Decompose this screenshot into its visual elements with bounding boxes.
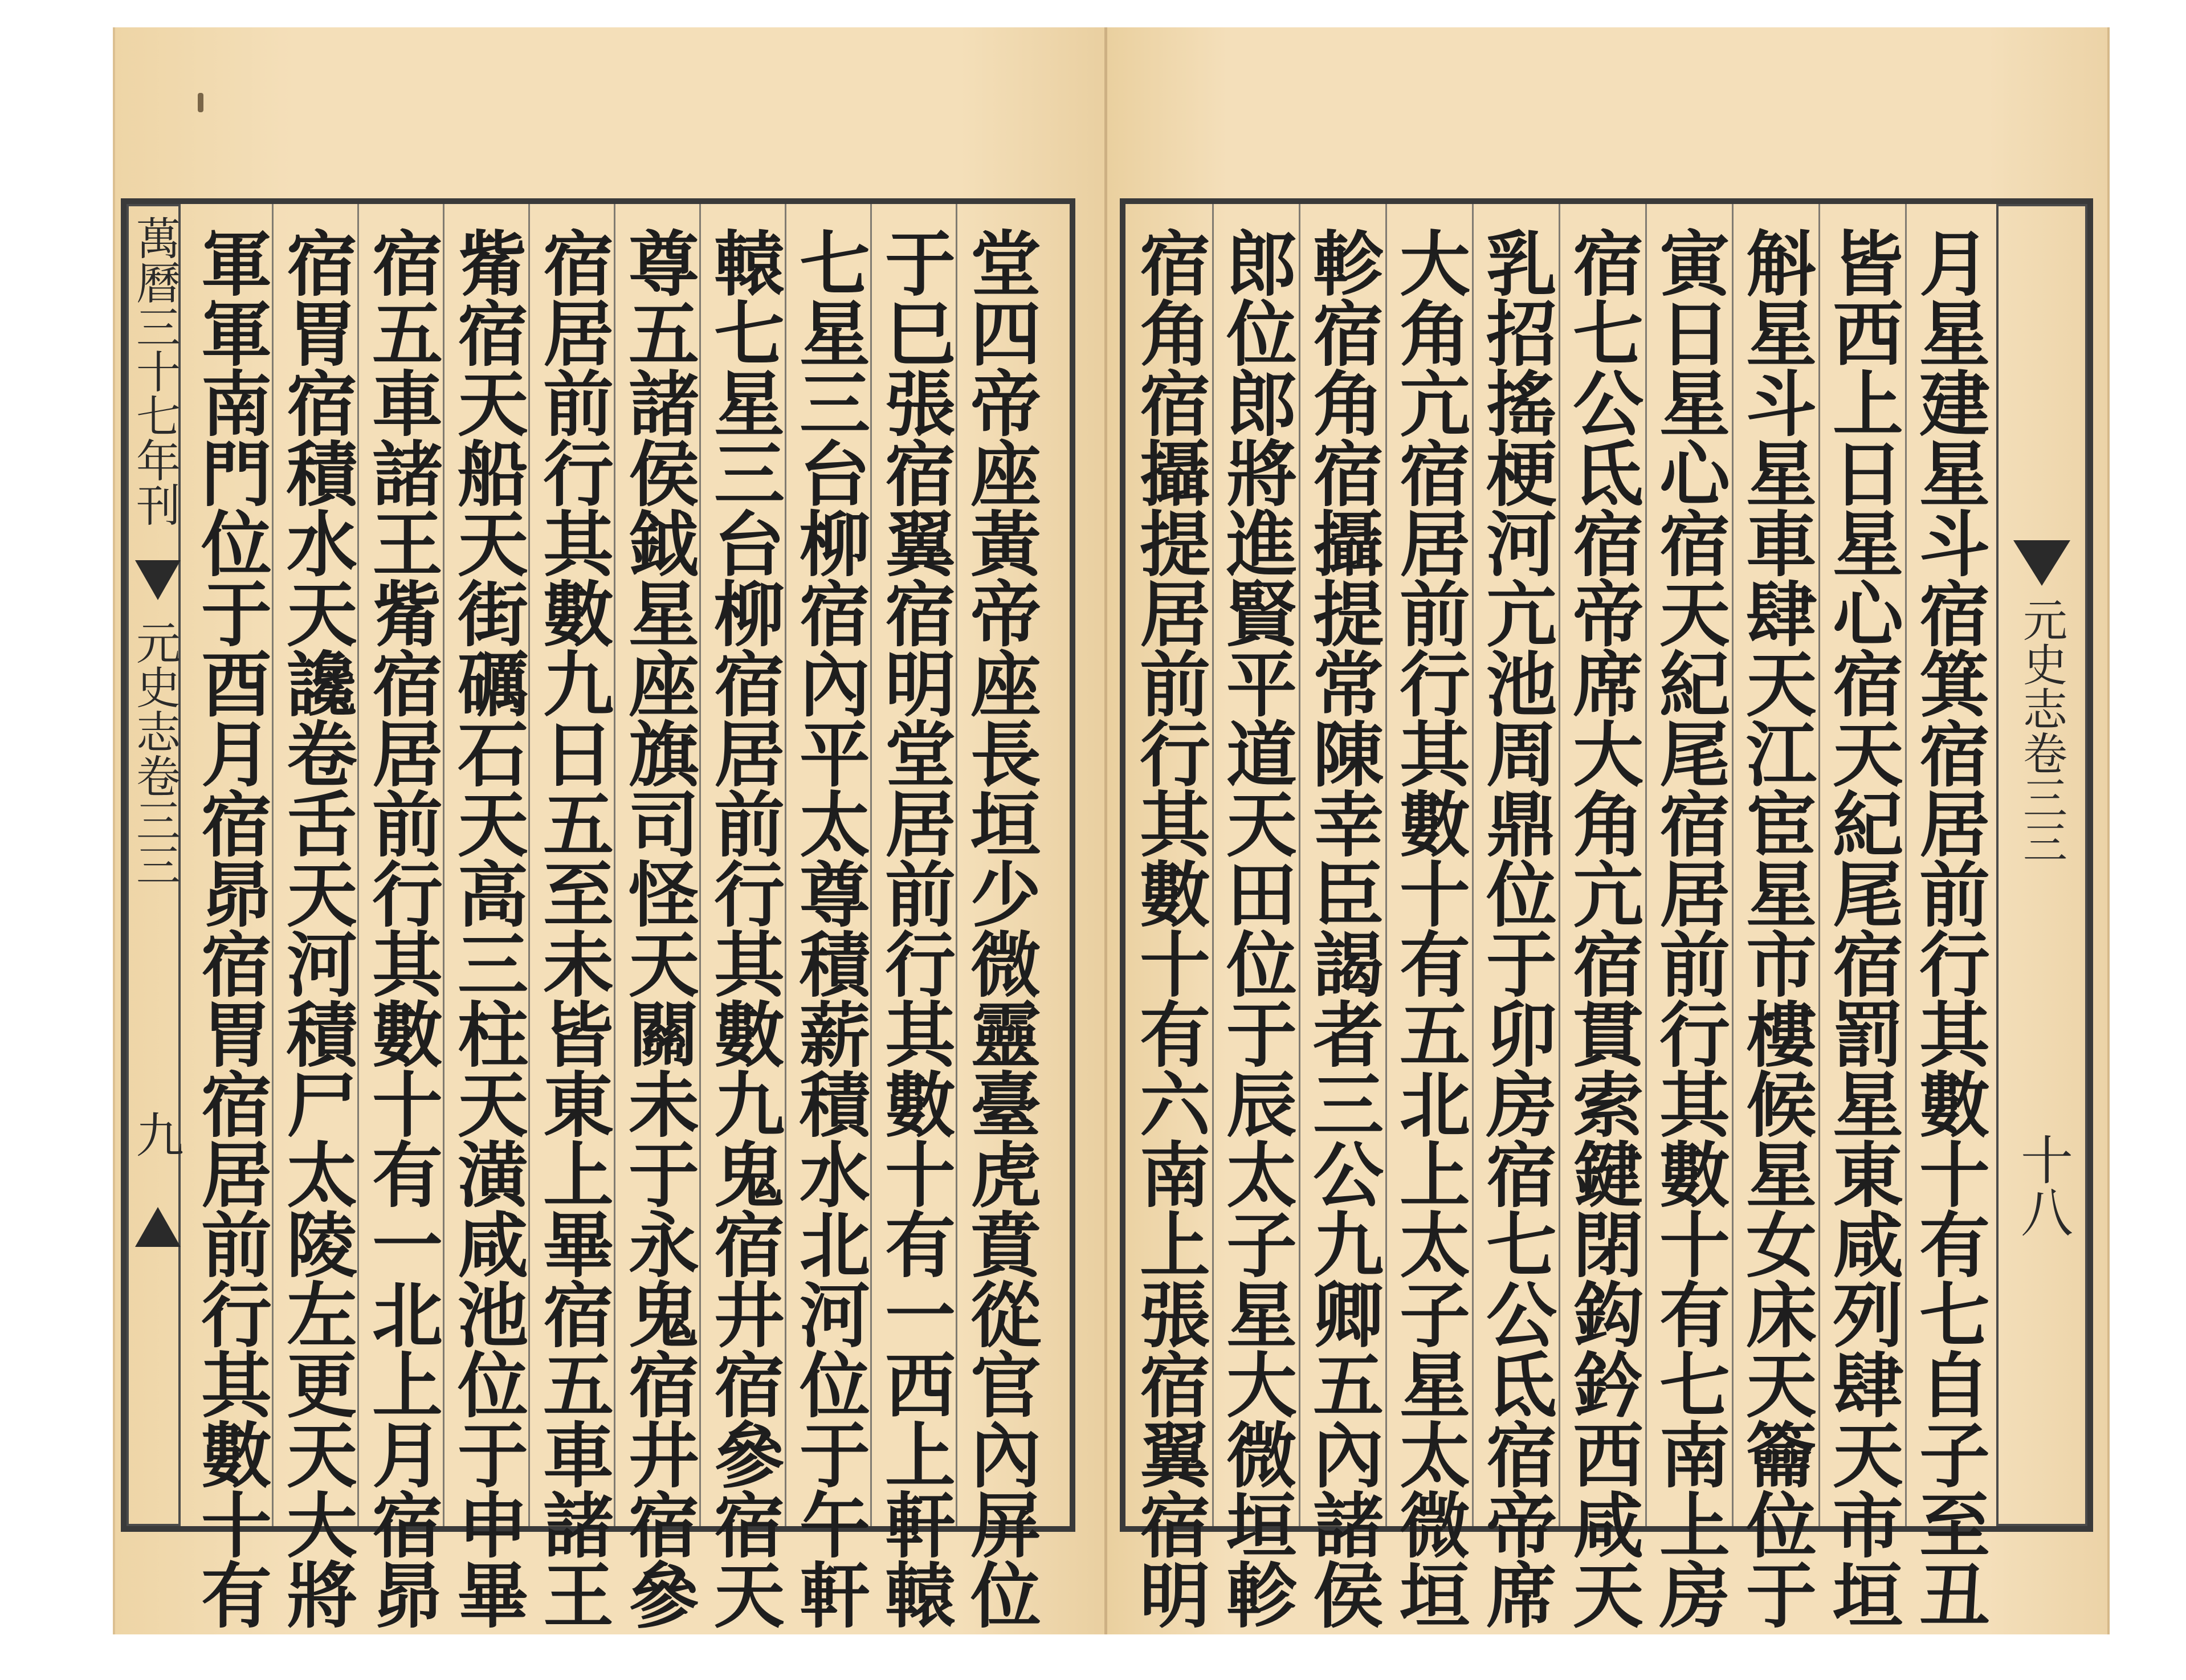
- left-text-column-4: 轅七星三台柳宿居前行其數九鬼宿井宿參宿天: [702, 227, 785, 1629]
- fish-tail-top-icon: [135, 560, 181, 600]
- left-text-column-3: 七星三台柳宿內平太尊積薪積水北河位于午軒: [788, 227, 870, 1629]
- left-text-column-1: 堂四帝座黃帝座長垣少微靈臺虎賁從官內屏位: [959, 227, 1041, 1629]
- left-text-column-6: 宿居前行其數九日五至未皆東上畢宿五車諸王: [531, 227, 614, 1629]
- right-text-column-1: 月星建星斗宿箕宿居前行其數十有七自子至丑: [1907, 227, 1990, 1629]
- right-folio: 十八: [2012, 1133, 2073, 1238]
- right-text-column-10: 宿角宿攝提居前行其數十有六南上張宿翼宿明: [1128, 227, 1210, 1629]
- fish-tail-bottom-icon: [135, 1207, 181, 1247]
- left-text-column-9: 宿胃宿積水天讒卷舌天河積尸太陵左更天大將: [275, 227, 357, 1629]
- thread-hole: [198, 93, 203, 112]
- left-text-column-2: 于巳張宿翼宿明堂居前行其數十有一西上軒轅: [873, 227, 956, 1629]
- left-text-area: [186, 204, 1070, 1629]
- left-section-title: 元史志卷三三: [129, 620, 180, 887]
- right-text-column-3: 斛星斗星車肆天江宦星市樓候星女床天籥位于: [1734, 227, 1817, 1629]
- right-text-area: [1125, 204, 1992, 1629]
- right-text-column-4: 寅日星心宿天紀尾宿居前行其數十有七南上房: [1647, 227, 1730, 1629]
- right-section-title: 元史志卷三三: [2016, 597, 2067, 864]
- right-text-column-2: 皆西上日星心宿天紀尾宿罰星東咸列肆天市垣: [1821, 227, 1903, 1629]
- left-text-column-8: 宿五車諸王觜宿居前行其數十有一北上月宿昴: [360, 227, 443, 1629]
- left-page: [113, 27, 1110, 1634]
- right-text-column-9: 郎位郎將進賢平道天田位于辰太子星大微垣軫: [1214, 227, 1297, 1629]
- left-text-column-7: 觜宿天船天街礪石天高三柱天潢咸池位于申畢: [446, 227, 528, 1629]
- right-text-column-8: 軫宿角宿攝提常陳幸臣謁者三公九卿五內諸侯: [1301, 227, 1384, 1629]
- fish-tail-right-icon: [2013, 540, 2070, 586]
- right-page: [1107, 27, 2110, 1634]
- right-text-column-6: 乳招搖梗河亢池周鼎位于卯房宿七公氐宿帝席: [1474, 227, 1557, 1629]
- left-text-column-10: 軍軍南門位于酉月宿昴宿胃宿居前行其數十有: [189, 227, 272, 1629]
- left-text-column-5: 尊五諸侯鉞星座旗司怪天關未于永鬼宿井宿參: [617, 227, 699, 1629]
- left-folio: 九: [128, 1110, 184, 1158]
- right-text-column-7: 大角亢宿居前行其數十有五北上太子星太微垣: [1388, 227, 1470, 1629]
- right-text-column-5: 宿七公氐宿帝席大角亢宿貫索鍵閉鈎鈐西咸天: [1561, 227, 1643, 1629]
- right-center-strip: [1996, 204, 2087, 1526]
- edition-note: 萬曆三十七年刊: [129, 215, 180, 527]
